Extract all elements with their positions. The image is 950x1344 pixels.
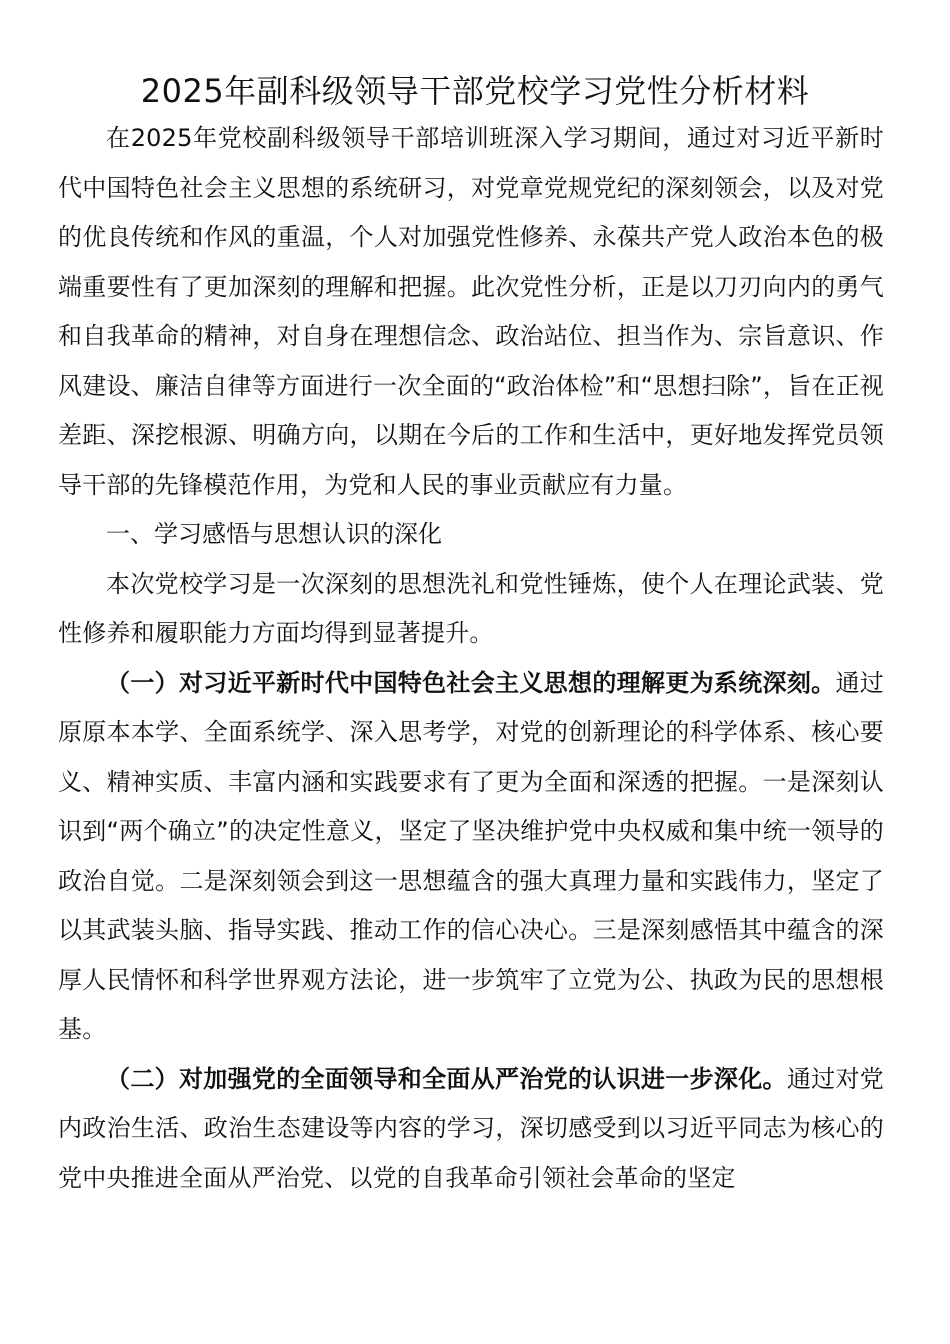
point-1-paragraph — [58, 659, 884, 1055]
point-1-text: 通过原原本本学、全面系统学、深入思考学，对党的创新理论的科学体系、核心要义、精神实质、丰富内涵和实践要求有了更为全面和深透的把握。一是深刻认识到“两个确立”的决定性意义，坚定了坚决维护党中央权威和集中统一领导的政治自觉。二是深刻领会到这一思想蕴含的强大真理力量和实践伟力，坚定了以其武装头脑、指导实践、推动工作的信心决心。三是深刻感悟其中蕴含的深厚人民情怀和科学世界观方法论，进一步筑牢了立党为公、执政为民的思想根基。 — [58, 668, 885, 1043]
section-intro-paragraph: 本次党校学习是一次深刻的思想洗礼和党性锤炼，使个人在理论武装、党性修养和履职能力方面均得到显著提升。 — [58, 569, 884, 647]
point-2-lead: （二）对加强党的全面领导和全面从严治党的认识进一步深化。 — [106, 1064, 787, 1093]
document-body — [58, 114, 884, 1203]
document-title: 2025年副科级领导干部党校学习党性分析材料 — [140, 72, 810, 110]
point-2-text: 通过对党内政治生活、政治生态建设等内容的学习，深切感受到以习近平同志为核心的党中央推进全面从严治党、以党的自我革命引领社会革命的坚定 — [58, 1064, 884, 1192]
section-heading: 一、学习感悟与思想认识的深化 — [106, 520, 442, 548]
point-2-paragraph — [58, 1055, 884, 1204]
point-1-lead: （一）对习近平新时代中国特色社会主义思想的理解更为系统深刻。 — [106, 668, 836, 697]
intro-paragraph: 在2025年党校副科级领导干部培训班深入学习期间，通过对习近平新时代中国特色社会主义思想的系统研习，对党章党规党纪的深刻领会，以及对党的优良传统和作风的重温，个人对加强党性修养、永葆共产党人政治本色的极端重要性有了更加深刻的理解和把握。此次党性分析，正是以刀刃向内的勇气和自我革命的精神，对自身在理想信念、政治站位、担当作为、宗旨意识、作风建设、廉洁自律等方面进行一次全面的“政治体检”和“思想扫除”，旨在正视差距、深挖根源、明确方向，以期在今后的工作和生活中，更好地发挥党员领导干部的先锋模范作用，为党和人民的事业贡献应有力量。 — [58, 124, 884, 499]
